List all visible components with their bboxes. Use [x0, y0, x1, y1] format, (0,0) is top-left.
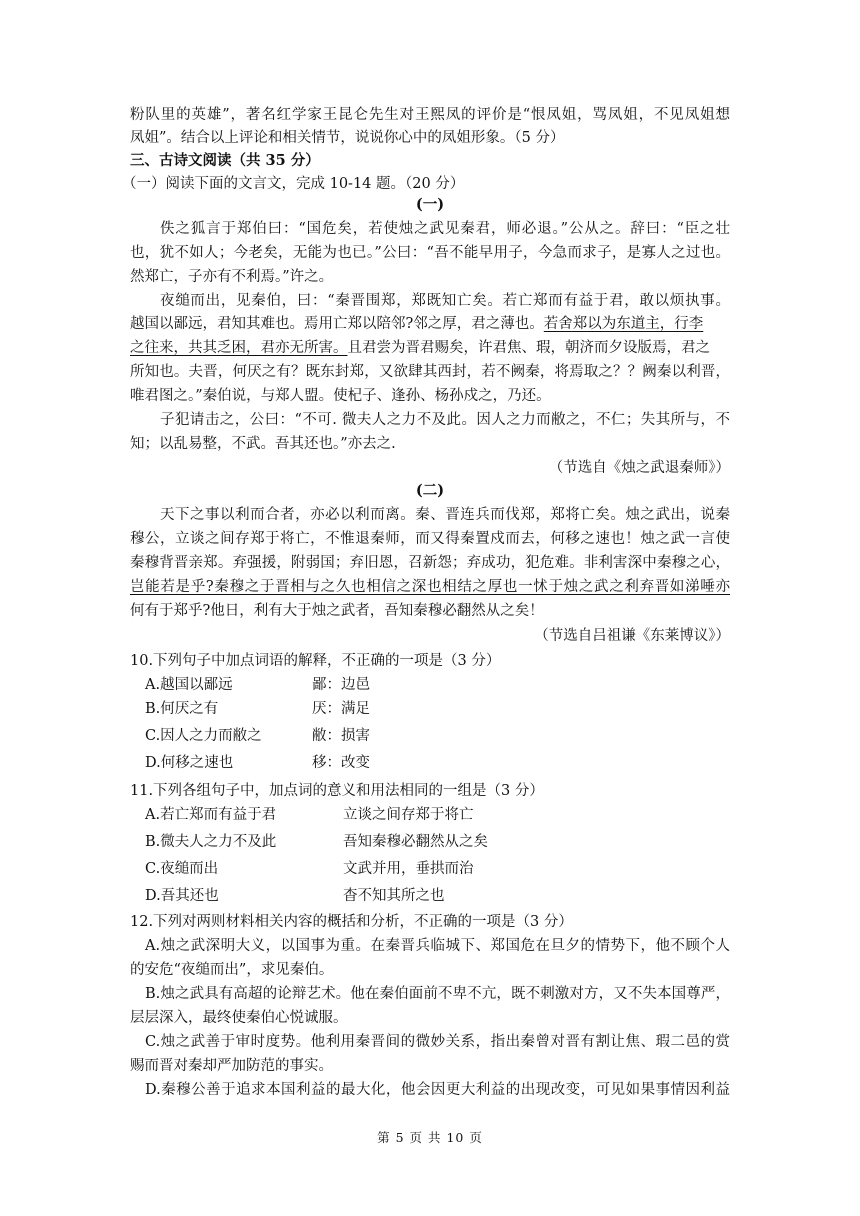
- passage2-source: （节选自吕祖谦《东莱博议》）: [534, 628, 730, 644]
- q11-option-b-pair: 吾知秦穆必翻然从之矣: [343, 834, 488, 850]
- section-title: 三、古诗文阅读（共 35 分）: [130, 152, 320, 169]
- passage1-text: 越国以鄙远，君知其难也。焉用亡郑以陪邻?邻之厚，君之薄也。: [130, 316, 544, 332]
- page-footer: 第 5 页 共 10 页: [377, 1130, 483, 1145]
- passage1-underlined-text: 之往来，共其乏困，君亦无所害。: [130, 340, 348, 356]
- q11-option-a: A.若亡郑而有益于君: [145, 807, 277, 823]
- passage1-text: 且君尝为晋君赐矣，许君焦、瑕，朝济而夕设版焉，君之: [347, 340, 710, 356]
- passage2-underlined-line: 岂能若是乎?秦穆之于晋相与之久也相信之深也相结之厚也一怵于烛之武之利弃晋如涕唾亦: [130, 579, 730, 595]
- q10-option-d-gloss: 移：改变: [312, 755, 370, 771]
- passage1-line: 唯君图之。”秦伯说，与郑人盟。使杞子、逢孙、杨孙戍之，乃还。: [130, 388, 551, 404]
- q12-option-line: B.烛之武具有高超的论辩艺术。他在秦伯面前不卑不亢，既不刺激对方，又不失本国尊严，: [145, 986, 730, 1002]
- q11-option-d: D.吾其还也: [145, 888, 219, 904]
- passage2-line: 穆公，立谈之间存郑于将亡，不惟退秦师，而又得秦置戍而去，何移之速也！烛之武一言使: [130, 531, 730, 547]
- passage1-line: 知；以乱易整，不武。吾其还也。”亦去之.: [130, 436, 396, 452]
- passage1-line: 子犯请击之，公曰：“不可. 微夫人之力不及此。因人之力而敝之，不仁；失其所与，不: [160, 412, 730, 428]
- q11-option-b: B.微夫人之力不及此: [145, 834, 277, 850]
- q10-option-c: C.因人之力而敝之: [145, 728, 262, 744]
- passage1-line: 也，犹不如人；今老矣，无能为也已。”公曰：“吾不能早用子，今急而求子，是寡人之过也。: [130, 245, 730, 261]
- passage1-line: 所知也。夫晋，何厌之有？既东封郑，又欲肆其西封，若不阙秦，将焉取之？？阙秦以利晋，: [130, 364, 730, 380]
- q10-option-d: D.何移之速也: [145, 755, 234, 771]
- passage1-line: 佚之狐言于郑伯曰：“国危矣，若使烛之武见秦君，师必退。”公从之。辞曰：“臣之壮: [160, 221, 730, 237]
- q12-option-line: A.烛之武深明大义，以国事为重。在秦晋兵临城下、郑国危在旦夕的情势下，他不顾个人: [145, 938, 730, 954]
- passage1-source: （节选自《烛之武退秦师》）: [548, 460, 730, 476]
- q10-option-a-gloss: 鄙：边邑: [312, 677, 370, 693]
- q10-option-b: B.何厌之有: [145, 701, 219, 717]
- q11-option-d-pair: 杳不知其所之也: [343, 888, 445, 904]
- q12-option-line: 的安危“夜缒而出”，求见秦伯。: [130, 962, 334, 978]
- q10-option-a: A.越国以鄙远: [145, 677, 233, 693]
- q12-option-line: D.秦穆公善于追求本国利益的最大化，他会因更大利益的出现改变，可见如果事情因利益: [145, 1082, 730, 1098]
- q12-option-line: 层层深入，最终使秦伯心悦诚服。: [130, 1010, 348, 1026]
- passage2-line: 秦穆背晋亲郑。弃强援，附弱国；弃旧恩，召新怨；弃成功，犯危难。非利害深中秦穆之心，: [130, 555, 730, 571]
- q10-option-b-gloss: 厌：满足: [312, 701, 370, 717]
- passage2-line: 天下之事以利而合者，亦必以利而离。秦、晋连兵而伐郑，郑将亡矣。烛之武出，说秦: [160, 507, 730, 523]
- passage1-marker: (一): [415, 196, 445, 213]
- q12-stem: 12.下列对两则材料相关内容的概括和分析，不正确的一项是（3 分）: [130, 914, 573, 930]
- passage1-line: 夜缒而出，见秦伯，曰：“秦晋围郑，郑既知亡矣。若亡郑而有益于君，敢以烦执事。: [160, 293, 730, 309]
- passage1-underlined-text: 若舍郑以为东道主，行李: [543, 316, 704, 332]
- passage1-line: [130, 337, 730, 359]
- q11-option-c-pair: 文武并用，垂拱而治: [343, 861, 474, 877]
- q12-option-line: C.烛之武善于审时度势。他利用秦晋间的微妙关系，指出秦曾对晋有割让焦、瑕二邑的赏: [145, 1034, 730, 1050]
- q10-stem: 10.下列句子中加点词语的解释，不正确的一项是（3 分）: [130, 653, 501, 669]
- q12-option-line: 赐而晋对秦却严加防范的事实。: [130, 1058, 333, 1074]
- passage2-marker: (二): [415, 482, 445, 499]
- q11-option-c: C.夜缒而出: [145, 861, 219, 877]
- q11-option-a-pair: 立谈之间存郑于将亡: [343, 807, 474, 823]
- passage1-line: [130, 313, 730, 335]
- subsection-heading: （一）阅读下面的文言文，完成 10-14 题。（20 分）: [122, 176, 465, 192]
- q11-stem: 11.下列各组句子中，加点词的意义和用法相同的一组是（3 分）: [130, 783, 544, 799]
- intro-line-2: 凤姐”。结合以上评论和相关情节，说说你心中的凤姐形象。（5 分）: [130, 130, 565, 146]
- passage2-line: 何有于郑乎?他日，利有大于烛之武者，吾知秦穆必翻然从之矣！: [130, 603, 544, 619]
- q10-option-c-gloss: 敝：损害: [312, 728, 370, 744]
- intro-line-1: 粉队里的英雄”，著名红学家王昆仑先生对王熙凤的评价是“恨凤姐，骂凤姐，不见凤姐想: [130, 107, 730, 123]
- passage1-line: 然郑亡，子亦有不利焉。”许之。: [130, 269, 334, 285]
